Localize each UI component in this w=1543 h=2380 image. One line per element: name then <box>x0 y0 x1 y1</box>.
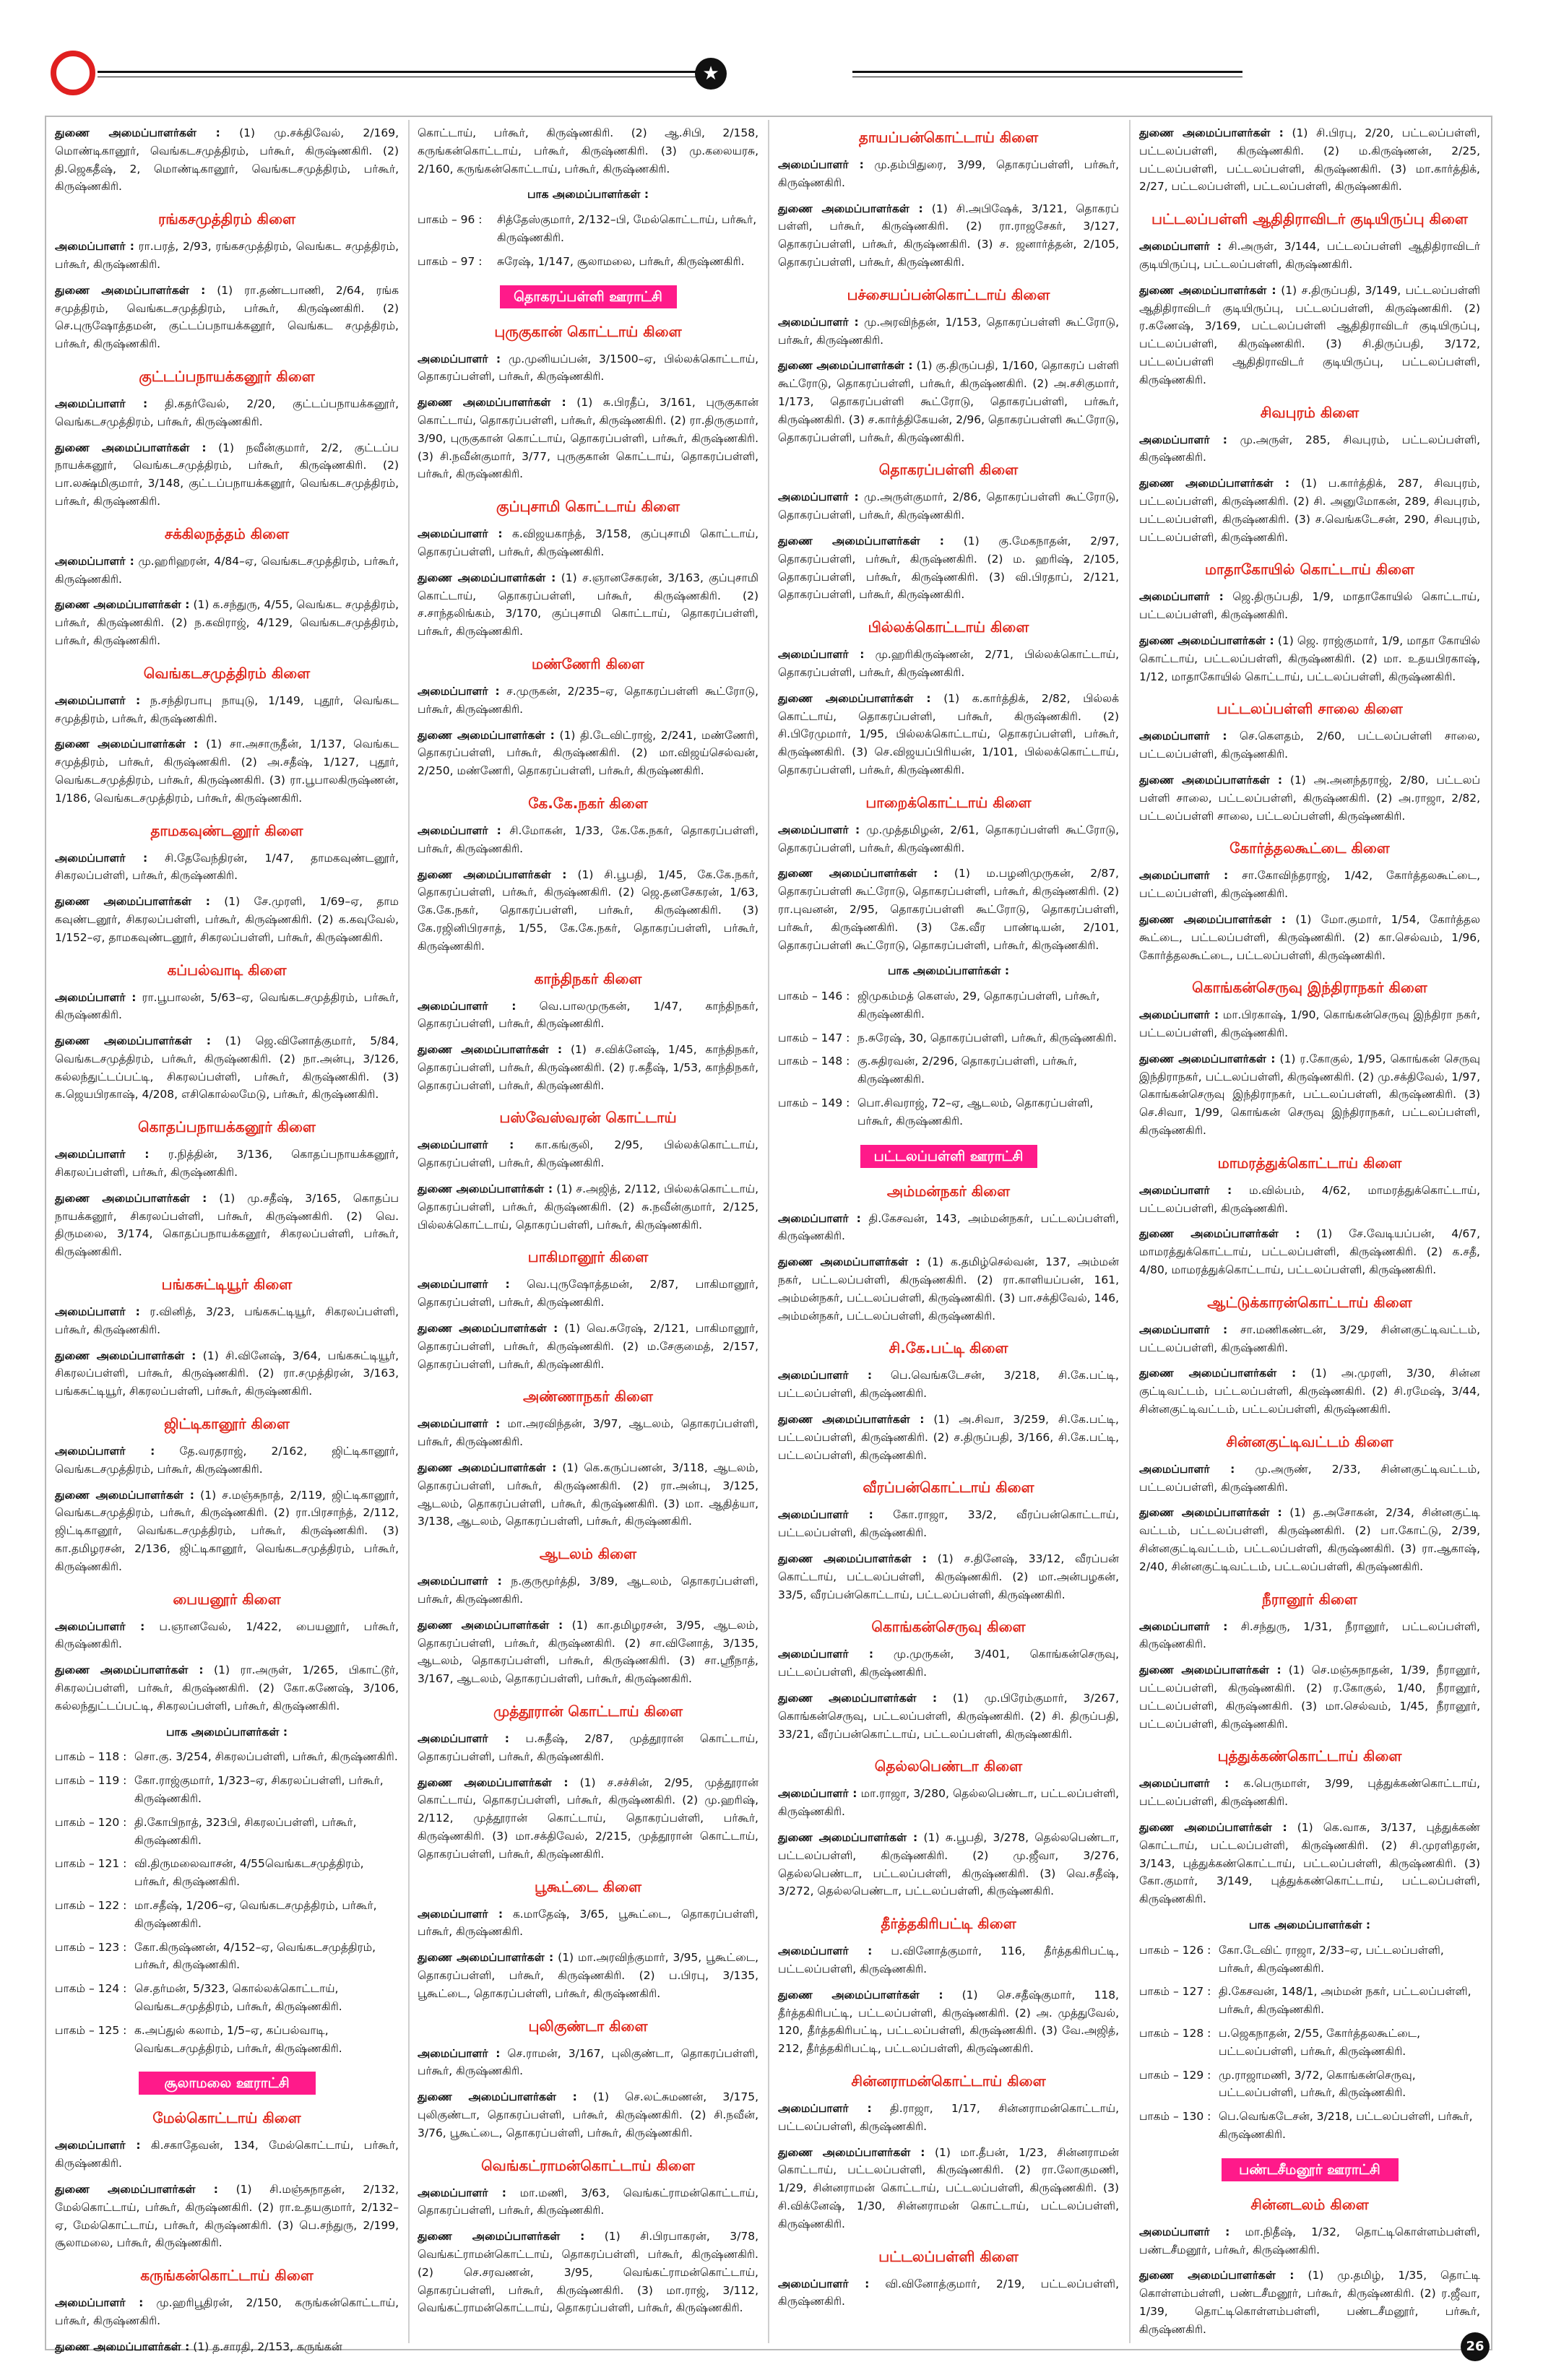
paragraph: துணை அமைப்பாளர்கள் : (1) சே.முரளி, 1/69–ஏ, தாம கவுண்டனூர், சிகரலப்பள்ளி, பர்கூர், கிருஷ்ணகிரி. (2) க.கவுவேல், 1/152–ஏ, தாமகவுண்டனூர், சிகரலப்பள்ளி, பர்கூர், கிருஷ்ணகிரி. <box>55 895 399 944</box>
paragraph: அமைப்பாளர் : மு.அரவிந்தன், 1/153, தொகரப்பள்ளி கூட்ரோடு, பர்கூர், கிருஷ்ணகிரி. <box>778 315 1119 347</box>
paragraph: அமைப்பாளர் : ப.ஞானவேல், 1/422, பையனூர், பர்கூர், கிருஷ்ணகிரி. <box>55 1619 399 1651</box>
paragraph: அமைப்பாளர் : மு.அருண், 2/33, சின்னகுட்டிவட்டம், பட்டலப்பள்ளி, கிருஷ்ணகிரி. <box>1139 1462 1481 1494</box>
panchayat-banner: தொகரப்பள்ளி ஊராட்சி <box>500 285 677 308</box>
paragraph: துணை அமைப்பாளர்கள் : (1) ஜெ.வினோத்குமார், 5/84, வெங்கடசமுத்திரம், பர்கூர், கிருஷ்ணகிரி. (2) நா.அன்பு, 3/126, கல்லந்துட்டப்பட்டி, சிகரலப்பள்ளி, பர்கூர், கிருஷ்ணகிரி. (3) க.ஜெயபிரகாஷ், 4/208, எசிகொல்லமேடு, பர்கூர், கிருஷ்ணகிரி. <box>55 1034 399 1102</box>
paragraph: துணை அமைப்பாளர்கள் : (1) ச.மஞ்சுநாத், 2/119, ஜிட்டிகானூர், வெங்கடசமுத்திரம், பர்கூர், கிருஷ்ணகிரி. (2) ரா.பிரசாந்த், 2/112, ஜிட்டிகானூர், வெங்கடசமுத்திரம், பர்கூர், கிருஷ்ணகிரி. (3) கா.தமிழரசன், 2/136, ஜிட்டிகானூர், வெங்கடசமுத்திரம், பர்கூர், கிருஷ்ணகிரி. <box>55 1488 399 1573</box>
booth-number: பாகம் – 119 : <box>55 1774 127 1788</box>
booth-row <box>778 1052 1119 1089</box>
booth-number: பாகம் – 125 : <box>55 2023 127 2037</box>
paragraph: அமைப்பாளர் : ரா.பூபாலன், 5/63–ஏ, வெங்கடசமுத்திரம், பர்கூர், கிருஷ்ணகிரி. <box>55 990 399 1022</box>
paragraph: அமைப்பாளர் : தி.ராஜா, 1/17, சின்னராமன்கொட்டாய், பட்டலப்பள்ளி, கிருஷ்ணகிரி. <box>778 2101 1119 2133</box>
branch-heading: தாமகவுண்டனூர் கிளை <box>150 821 303 839</box>
paragraph: துணை அமைப்பாளர்கள் : (1) கா.தமிழரசன், 3/95, ஆடலம், தொகரப்பள்ளி, பர்கூர், கிருஷ்ணகிரி. (2) சா.வினோத், 3/135, ஆடலம், தொகரப்பள்ளி, பர்கூர், கிருஷ்ணகிரி. (3) சா.ஸ்ரீநாத், 3/167, ஆடலம், தொகரப்பள்ளி, பர்கூர், கிருஷ்ணகிரி. <box>418 1618 759 1686</box>
paragraph: துணை அமைப்பாளர்கள் : (1) மோ.குமார், 1/54, கோர்த்தல கூட்டை, பட்டலப்பள்ளி, கிருஷ்ணகிரி. (2) கா.செல்வம், 1/96, கோர்த்தலகூட்டை, பட்டலப்பள்ளி, கிருஷ்ணகிரி. <box>1139 912 1480 962</box>
paragraph: துணை அமைப்பாளர்கள் : (1) தி.டேவிட்ராஜ், 2/241, மண்ணேரி, தொகரப்பள்ளி, பர்கூர், கிருஷ்ணகிரி. (2) மா.விஜய்செல்வன், 2/250, மண்ணேரி, தொகரப்பள்ளி, பர்கூர், கிருஷ்ணகிரி. <box>418 728 758 778</box>
paragraph: அமைப்பாளர் : ப.சுதீஷ், 2/87, முத்தூரான் கொட்டாய், தொகரப்பள்ளி, பர்கூர், கிருஷ்ணகிரி. <box>418 1732 758 1763</box>
paragraph: துணை அமைப்பாளர்கள் : (1) கெ.கருப்பணன், 3/118, ஆடலம், தொகரப்பள்ளி, பர்கூர், கிருஷ்ணகிரி. (2) ரா.அன்பு, 3/125, ஆடலம், தொகரப்பள்ளி, பர்கூர், கிருஷ்ணகிரி. (3) மா. ஆதித்யா, 3/138, ஆடலம், தொகரப்பள்ளி, பர்கூர், கிருஷ்ணகிரி. <box>418 1461 759 1528</box>
branch-heading: தொகரப்பள்ளி கிளை <box>878 461 1019 479</box>
paragraph: அமைப்பாளர் : சா.கோவிந்தராஜ், 1/42, கோர்த்தலகூட்டை, பட்டலப்பள்ளி, கிருஷ்ணகிரி. <box>1139 869 1480 901</box>
booth-organizer: ந.சுரேஷ், 30, தொகரப்பள்ளி, பர்கூர், கிருஷ்ணகிரி. <box>857 1031 1118 1044</box>
branch-heading: மேல்கொட்டாய் கிளை <box>152 2109 301 2127</box>
paragraph: துணை அமைப்பாளர்கள் : (1) சி.பிரபு, 2/20, பட்டலப்பள்ளி, பட்டலப்பள்ளி, கிருஷ்ணகிரி. (2) ம.கிருஷ்ணன், 2/25, பட்டலப்பள்ளி, பட்டலப்பள்ளி, கிருஷ்ணகிரி. (3) மா.கார்த்திக், 2/27, பட்டலப்பள்ளி, பட்டலப்பள்ளி, கிருஷ்ணகிரி. <box>1139 126 1480 194</box>
paragraph: துணை அமைப்பாளர்கள் : (1) சா.அசாருதீன், 1/137, வெங்கட சமுத்திரம், பர்கூர், கிருஷ்ணகிரி. (2) அ.சதீஷ், 1/127, புதூர், வெங்கடசமுத்திரம், பர்கூர், கிருஷ்ணகிரி. (3) ரா.பூபாலகிருஷ்ணன், 1/186, வெங்கடசமுத்திரம், பர்கூர், கிருஷ்ணகிரி. <box>55 737 399 805</box>
booth-row <box>1139 1983 1480 2019</box>
branch-heading: கொதப்பநாயக்கனூர் கிளை <box>138 1118 316 1136</box>
booth-organizer: சொ.கு. 3/254, சிகரலப்பள்ளி, பர்கூர், கிருஷ்ணகிரி. <box>134 1750 398 1764</box>
logo-circle-icon <box>51 51 95 95</box>
booth-row <box>418 253 758 271</box>
paragraph: அமைப்பாளர் : பெ.வெங்கடேசன், 3/218, சி.கே.பட்டி, பட்டலப்பள்ளி, கிருஷ்ணகிரி. <box>778 1369 1119 1401</box>
page-number: 26 <box>1461 2332 1490 2361</box>
paragraph: அமைப்பாளர் : மா.மணி, 3/63, வெங்கட்ராமன்கொட்டாய், தொகரப்பள்ளி, பர்கூர், கிருஷ்ணகிரி. <box>418 2186 758 2217</box>
header-rule-left <box>98 71 697 73</box>
booth-list <box>55 1748 399 2057</box>
paragraph: துணை அமைப்பாளர்கள் : (1) மு.பிரேம்குமார், 3/267, கொங்கன்செருவு, பட்டலப்பள்ளி, கிருஷ்ணகிரி. (2) சி. திருப்பதி, 33/21, வீரப்பன்கொட்டாய், பட்டலப்பள்ளி, கிருஷ்ணகிரி. <box>778 1692 1120 1741</box>
booth-row <box>418 211 758 247</box>
booth-row <box>1139 1942 1480 1978</box>
paragraph: அமைப்பாளர் : செ.கௌதம், 2/60, பட்டலப்பள்ளி சாலை, பட்டலப்பள்ளி, கிருஷ்ணகிரி. <box>1139 730 1480 761</box>
paragraph: அமைப்பாளர் : ர.வினித், 3/23, பங்கசுட்டியூர், சிகரலப்பள்ளி, பர்கூர், கிருஷ்ணகிரி. <box>55 1305 399 1336</box>
paragraph: அமைப்பாளர் : கா.கங்குலி, 2/95, பில்லக்கொட்டாய், தொகரப்பள்ளி, பர்கூர், கிருஷ்ணகிரி. <box>418 1138 758 1170</box>
branch-heading: பில்லக்கொட்டாய் கிளை <box>868 618 1029 636</box>
branch-heading: ஜிட்டிகானூர் கிளை <box>164 1415 290 1433</box>
paragraph: அமைப்பாளர் : மு.முனியப்பன், 3/1500–ஏ, பில்லக்கொட்டாய், தொகரப்பள்ளி, பர்கூர், கிருஷ்ணகிரி. <box>418 352 759 384</box>
booth-row <box>778 1029 1119 1047</box>
paragraph: துணை அமைப்பாளர்கள் : (1) ரா.தண்டபாணி, 2/64, ரங்க சமுத்திரம், வெங்கடசமுத்திரம், பர்கூர், கிருஷ்ணகிரி. (2) செ.புருஷோத்தமன், குட்டப்பநாயக்கனூர், வெங்கட சமுத்திரம், பர்கூர், கிருஷ்ணகிரி. <box>55 283 399 351</box>
paragraph: அமைப்பாளர் : ர.நித்தின், 3/136, கொதப்பநாயக்கனூர், சிகரலப்பள்ளி, பர்கூர், கிருஷ்ணகிரி. <box>55 1148 399 1180</box>
booth-organizer: வி.திருமலைவாசன், 4/55வெங்கடசமுத்திரம், பர்கூர், கிருஷ்ணகிரி. <box>134 1857 364 1889</box>
paragraph: துணை அமைப்பாளர்கள் : (1) மு.சக்திவேல், 2/169, மொண்டிகானூர், வெங்கடசமுத்திரம், பர்கூர், கிருஷ்ணகிரி. (2) தி.ஜெகதீஷ், 2, மொண்டிகானூர், வெங்கடசமுத்திரம், பர்கூர், கிருஷ்ணகிரி. <box>55 126 399 194</box>
branch-heading: அம்மன்நகர் கிளை <box>886 1182 1011 1200</box>
booth-organizer: செ.தர்மன், 5/323, கொல்லக்கொட்டாய், வெங்கடசமுத்திரம், பர்கூர், கிருஷ்ணகிரி. <box>134 1982 342 2013</box>
branch-heading: தாயப்பன்கொட்டாய் கிளை <box>858 129 1039 146</box>
column-4 <box>1139 124 1480 2342</box>
branch-heading: பட்டலப்பள்ளி ஆதிதிராவிடர் குடியிருப்பு கிளை <box>1151 210 1468 228</box>
paragraph: அமைப்பாளர் : க.பெருமாள், 3/99, புத்துக்கண்கொட்டாய், பட்டலப்பள்ளி, கிருஷ்ணகிரி. <box>1139 1777 1480 1809</box>
paragraph: அமைப்பாளர் : செ.ராமன், 3/167, புலிகுண்டா, தொகரப்பள்ளி, பர்கூர், கிருஷ்ணகிரி. <box>418 2046 758 2078</box>
paragraph: அமைப்பாளர் : தே.வரதராஜ், 2/162, ஜிட்டிகானூர், வெங்கடசமுத்திரம், பர்கூர், கிருஷ்ணகிரி. <box>55 1445 399 1476</box>
booth-number: பாகம் – 129 : <box>1139 2068 1211 2082</box>
paragraph: அமைப்பாளர் : கி.சகாதேவன், 134, மேல்கொட்டாய், பர்கூர், கிருஷ்ணகிரி. <box>55 2139 399 2171</box>
paragraph: அமைப்பாளர் : மு.ஹரிகிருஷ்ணன், 2/71, பில்லக்கொட்டாய், தொகரப்பள்ளி, பர்கூர், கிருஷ்ணகிரி. <box>778 648 1120 679</box>
booth-number: பாகம் – 126 : <box>1139 1943 1211 1957</box>
booth-organizer: கோ.ராஜ்குமார், 1/323–ஏ, சிகரலப்பள்ளி, பர்கூர், கிருஷ்ணகிரி. <box>134 1774 384 1805</box>
paragraph: அமைப்பாளர் : வெ.பாலமுருகன், 1/47, காந்திநகர், தொகரப்பள்ளி, பர்கூர், கிருஷ்ணகிரி. <box>418 999 758 1031</box>
booth-number: பாகம் – 118 : <box>55 1750 127 1764</box>
paragraph: துணை அமைப்பாளர்கள் : (1) ச.ஞானசேகரன், 3/163, குப்புசாமி கொட்டாய், தொகரப்பள்ளி, பர்கூர், கிருஷ்ணகிரி. (2) ச.சாந்தலிங்கம், 3/170, குப்புசாமி கொட்டாய், தொகரப்பள்ளி, பர்கூர், கிருஷ்ணகிரி. <box>418 571 758 639</box>
paragraph: அமைப்பாளர் : ரா.பரத், 2/93, ரங்கசமுத்திரம், வெங்கட சமுத்திரம், பர்கூர், கிருஷ்ணகிரி. <box>55 240 399 271</box>
booth-number: பாகம் – 146 : <box>778 990 850 1003</box>
paragraph: துணை அமைப்பாளர்கள் : (1) அ.சிவா, 3/259, சி.கே.பட்டி, பட்டலப்பள்ளி, கிருஷ்ணகிரி. (2) ச.திருப்பதி, 3/166, சி.கே.பட்டி, பட்டலப்பள்ளி, கிருஷ்ணகிரி. <box>778 1413 1119 1462</box>
branch-heading: கொங்கன்செருவு கிளை <box>871 1618 1026 1636</box>
paragraph: துணை அமைப்பாளர்கள் : (1) க.கார்த்திக், 2/82, பில்லக் கொட்டாய், தொகரப்பள்ளி, பர்கூர், கிருஷ்ணகிரி. (2) சி.பிரேமுமார், 1/95, பில்லக்கொட்டாய், தொகரப்பள்ளி, பர்கூர், கிருஷ்ணகிரி. (3) செ.விஜயப்பிரியன், 1/101, பில்லக்கொட்டாய், தொகரப்பள்ளி, பர்கூர், கிருஷ்ணகிரி. <box>778 691 1119 776</box>
booth-number: பாகம் – 122 : <box>55 1898 127 1912</box>
paragraph: அமைப்பாளர் : ப.வினோத்குமார், 116, தீர்த்தகிரிபட்டி, பட்டலப்பள்ளி, கிருஷ்ணகிரி. <box>778 1944 1119 1976</box>
paragraph: அமைப்பாளர் : மா.அரவிந்தன், 3/97, ஆடலம், தொகரப்பள்ளி, பர்கூர், கிருஷ்ணகிரி. <box>418 1417 758 1449</box>
paragraph: துணை அமைப்பாளர்கள் : (1) ச.சச்சின், 2/95, முத்தூரான் கொட்டாய், தொகரப்பள்ளி, பர்கூர், கிருஷ்ணகிரி. (2) மு.ஹரிஷ், 2/112, முத்தூரான் கொட்டாய், தொகரப்பள்ளி, பர்கூர், கிருஷ்ணகிரி. (3) மா.சக்திவேல், 2/215, முத்தூரான் கொட்டாய், தொகரப்பள்ளி, பர்கூர், கிருஷ்ணகிரி. <box>418 1775 758 1861</box>
booth-row <box>778 987 1119 1024</box>
section-subheading: பாக அமைப்பாளர்கள் : <box>887 964 1010 978</box>
booth-organizer: க.அப்துல் கலாம், 1/5–ஏ, கப்பல்வாடி, வெங்கடசமுத்திரம், பர்கூர், கிருஷ்ணகிரி. <box>134 2023 342 2055</box>
mascot-icon: ★ <box>695 58 727 90</box>
booth-number: பாகம் – 148 : <box>778 1055 850 1068</box>
paragraph: துணை அமைப்பாளர்கள் : (1) சி.அபிஷேக், 3/121, தொகரப் பள்ளி, பர்கூர், கிருஷ்ணகிரி. (2) ரா.ராஜசேகர், 3/127, தொகரப்பள்ளி, பர்கூர், கிருஷ்ணகிரி. (3) ச. ஜனார்த்தன், 2/105, தொகரப்பள்ளி, பர்கூர், கிருஷ்ணகிரி. <box>778 202 1119 269</box>
booth-organizer: கோ.டேவிட் ராஜா, 2/33–ஏ, பட்டலப்பள்ளி, பர்கூர், கிருஷ்ணகிரி. <box>1219 1943 1444 1975</box>
booth-organizer: ஜிமுகம்மத் கௌஸ், 29, தொகரப்பள்ளி, பர்கூர், கிருஷ்ணகிரி. <box>857 990 1100 1021</box>
booth-organizer: தி.கேசவன், 148/1, அம்மன் நகர், பட்டலப்பள்ளி, பர்கூர், கிருஷ்ணகிரி. <box>1219 1985 1471 2017</box>
paragraph: அமைப்பாளர் : ச.முருகன், 2/235–ஏ, தொகரப்பள்ளி கூட்ரோடு, பர்கூர், கிருஷ்ணகிரி. <box>418 684 758 716</box>
paragraph: துணை அமைப்பாளர்கள் : (1) க.தமிழ்செல்வன், 137, அம்மன் நகர், பட்டலப்பள்ளி, கிருஷ்ணகிரி. (2) ரா.காளியப்பன், 161, அம்மன்நகர், பட்டலப்பள்ளி, கிருஷ்ணகிரி. (3) பா.சக்திவேல், 146, அம்மன்நகர், பட்டலப்பள்ளி, கிருஷ்ணகிரி. <box>778 1255 1119 1323</box>
booth-list <box>418 211 758 270</box>
column-divider <box>408 120 410 2343</box>
branch-heading: பஸ்வேஸ்வரன் கொட்டாய் <box>499 1109 677 1127</box>
paragraph: துணை அமைப்பாளர்கள் : (1) ச.அஜித், 2/112, பில்லக்கொட்டாய், தொகரப்பள்ளி, பர்கூர், கிருஷ்ணகிரி. (2) சு.நவீன்குமார், 2/125, பில்லக்கொட்டாய், தொகரப்பள்ளி, பர்கூர், கிருஷ்ணகிரி. <box>418 1182 759 1232</box>
booth-organizer: தி.கோபிநாத், 323பி, சிகரலப்பள்ளி, பர்கூர், கிருஷ்ணகிரி. <box>134 1815 357 1847</box>
branch-heading: பட்டலப்பள்ளி சாலை கிளை <box>1216 700 1403 718</box>
branch-heading: வீரப்பன்கொட்டாய் கிளை <box>863 1479 1034 1497</box>
paragraph: அமைப்பாளர் : மு.அருள், 285, சிவபுரம், பட்டலப்பள்ளி, கிருஷ்ணகிரி. <box>1139 433 1480 464</box>
panchayat-banner: சூலாமலை ஊராட்சி <box>139 2072 316 2095</box>
branch-heading: பாறைக்கொட்டாய் கிளை <box>865 793 1032 811</box>
branch-heading: சக்கிலநத்தம் கிளை <box>164 524 290 542</box>
column-2 <box>418 124 758 2342</box>
branch-heading: குப்புசாமி கொட்டாய் கிளை <box>496 498 680 516</box>
paragraph: துணை அமைப்பாளர்கள் : (1) அ.அனந்தராஜ், 2/80, பட்டலப் பள்ளி சாலை, பட்டலப்பள்ளி, கிருஷ்ணகிரி. (2) அ.ராஜா, 2/82, பட்டலப்பள்ளி சாலை, பட்டலப்பள்ளி, கிருஷ்ணகிரி. <box>1139 773 1480 823</box>
branch-heading: வெங்கட்ராமன்கொட்டாய் கிளை <box>481 2156 695 2174</box>
booth-organizer: கு.சுதிரவன், 2/296, தொகரப்பள்ளி, பர்கூர், கிருஷ்ணகிரி. <box>857 1055 1078 1086</box>
branch-heading: புருகுகான் கொட்டாய் கிளை <box>494 322 682 340</box>
paragraph: அமைப்பாளர் : ந.சந்திரபாபு நாயுடு, 1/149, புதூர், வெங்கட சமுத்திரம், பர்கூர், கிருஷ்ணகிரி. <box>55 693 399 725</box>
branch-heading: ரங்கசமுத்திரம் கிளை <box>157 210 296 228</box>
branch-heading: நீரானூர் கிளை <box>1262 1590 1357 1608</box>
branch-heading: பாகிமானூர் கிளை <box>527 1248 649 1266</box>
paragraph: அமைப்பாளர் : மு.ஹரிஹரன், 4/84–ஏ, வெங்கடசமுத்திரம், பர்கூர், கிருஷ்ணகிரி. <box>55 554 399 586</box>
paragraph: துணை அமைப்பாளர்கள் : (1) க.சந்துரு, 4/55, வெங்கட சமுத்திரம், பர்கூர், கிருஷ்ணகிரி. (2) ந.கவிராஜ், 4/129, வெங்கடசமுத்திரம், பர்கூர், கிருஷ்ணகிரி. <box>55 598 399 647</box>
branch-heading: சிவபுரம் கிளை <box>1260 403 1360 421</box>
paragraph: கொட்டாய், பர்கூர், கிருஷ்ணகிரி. (2) ஆ.சிபி, 2/158, கருங்கன்கொட்டாய், பர்கூர், கிருஷ்ணகிரி. (3) மு.கலையரசு, 2/160, கருங்கன்கொட்டாய், பர்கூர், கிருஷ்ணகிரி. <box>418 126 758 176</box>
paragraph: துணை அமைப்பாளர்கள் : (1) மா.தீபன், 1/23, சின்னராமன் கொட்டாய், பட்டலப்பள்ளி, கிருஷ்ணகிரி. (2) ரா.லோகுமணி, 1/29, சின்னராமன் கொட்டாய், பட்டலப்பள்ளி, கிருஷ்ணகிரி. (3) சி.விக்னேஷ், 1/30, சின்னராமன் கொட்டாய், பட்டலப்பள்ளி, கிருஷ்ணகிரி. <box>778 2145 1120 2230</box>
paragraph: அமைப்பாளர் : ந.குருமூர்த்தி, 3/89, ஆடலம், தொகரப்பள்ளி, பர்கூர், கிருஷ்ணகிரி. <box>418 1575 758 1606</box>
branch-heading: சின்னடலம் கிளை <box>1250 2195 1369 2213</box>
column-1 <box>55 124 399 2353</box>
paragraph: துணை அமைப்பாளர்கள் : (1) சி.பிரபாகரன், 3/78, வெங்கட்ராமன்கொட்டாய், தொகரப்பள்ளி, பர்கூர், கிருஷ்ணகிரி. (2) செ.சரவணன், 3/95, வெங்கட்ராமன்கொட்டாய், தொகரப்பள்ளி, பர்கூர், கிருஷ்ணகிரி. (3) மா.ராஜ், 3/112, வெங்கட்ராமன்கொட்டாய், தொகரப்பள்ளி, பர்கூர், கிருஷ்ணகிரி. <box>418 2230 758 2315</box>
paragraph: துணை அமைப்பாளர்கள் : (1) ரா.அருள், 1/265, பிகாட்டூர், சிகரலப்பள்ளி, பர்கூர், கிருஷ்ணகிரி. (2) கோ.கணேஷ், 3/106, கல்லந்துட்டப்பட்டி, சிகரலப்பள்ளி, பர்கூர், கிருஷ்ணகிரி. <box>55 1663 399 1713</box>
branch-heading: சின்னகுட்டிவட்டம் கிளை <box>1226 1432 1393 1450</box>
booth-organizer: பொ.சிவராஜ், 72–ஏ, ஆடலம், தொகரப்பள்ளி, பர்கூர், கிருஷ்ணகிரி. <box>857 1096 1094 1128</box>
paragraph: அமைப்பாளர் : மா.ராஜா, 3/280, தெல்லபெண்டா, பட்டலப்பள்ளி, கிருஷ்ணகிரி. <box>778 1787 1120 1819</box>
paragraph: துணை அமைப்பாளர்கள் : (1) மு.தமிழ், 1/35, தொட்டி கொள்ளம்பள்ளி, பண்டசீமனூர், பர்கூர், கிருஷ்ணகிரி. (2) ர.ஜீவா, 1/39, தொட்டிகொள்ளம்பள்ளி, பண்டசீமனூர், பர்கூர், கிருஷ்ணகிரி. <box>1139 2269 1480 2336</box>
paragraph: அமைப்பாளர் : தி.கேசவன், 143, அம்மன்நகர், பட்டலப்பள்ளி, கிருஷ்ணகிரி. <box>778 1211 1119 1243</box>
branch-heading: மாமரத்துக்கொட்டாய் கிளை <box>1217 1154 1402 1172</box>
branch-heading: பங்கசுட்டியூர் கிளை <box>161 1276 293 1294</box>
booth-row <box>55 1980 399 2016</box>
booth-organizer: மா.சதீஷ், 1/206–ஏ, வெங்கடசமுத்திரம், பர்கூர், கிருஷ்ணகிரி. <box>134 1898 377 1930</box>
paragraph: அமைப்பாளர் : மு.முத்தமிழன், 2/61, தொகரப்பள்ளி கூட்ரோடு, தொகரப்பள்ளி, பர்கூர், கிருஷ்ணகிரி. <box>778 823 1119 854</box>
booth-organizer: சுரேஷ், 1/147, சூலாமலை, பர்கூர், கிருஷ்ணகிரி. <box>497 254 745 268</box>
branch-heading: ஆட்டுக்காரன்கொட்டாய் கிளை <box>1207 1293 1412 1311</box>
header-rule-right <box>852 71 1242 73</box>
branch-heading: பையனூர் கிளை <box>173 1590 281 1608</box>
paragraph: துணை அமைப்பாளர்கள் : (1) சி.மஞ்சுநாதன், 2/132, மேல்கொட்டாய், பர்கூர், கிருஷ்ணகிரி. (2) ரா.உதயகுமார், 2/132–ஏ, மேல்கொட்டாய், பர்கூர், கிருஷ்ணகிரி. (3) பெ.சந்துரு, 2/199, சூலாமலை, பர்கூர், கிருஷ்ணகிரி. <box>55 2182 399 2250</box>
paragraph: துணை அமைப்பாளர்கள் : (1) ப.கார்த்திக், 287, சிவபுரம், பட்டலப்பள்ளி, கிருஷ்ணகிரி. (2) சி. அனுமோகன், 289, சிவபுரம், பட்டலப்பள்ளி, கிருஷ்ணகிரி. (3) ச.வெங்கடேசன், 290, சிவபுரம், பட்டலப்பள்ளி, கிருஷ்ணகிரி. <box>1139 477 1480 544</box>
paragraph: அமைப்பாளர் : மு.அருள்குமார், 2/86, தொகரப்பள்ளி கூட்ரோடு, தொகரப்பள்ளி, பர்கூர், கிருஷ்ணகிரி. <box>778 490 1119 522</box>
booth-number: பாகம் – 128 : <box>1139 2026 1211 2040</box>
booth-number: பாகம் – 121 : <box>55 1857 127 1871</box>
paragraph: துணை அமைப்பாளர்கள் : (1) த.சாரதி, 2/153, கருங்கன் <box>55 2340 342 2353</box>
branch-heading: சின்னராமன்கொட்டாய் கிளை <box>851 2072 1046 2090</box>
paragraph: அமைப்பாளர் : தி.கதர்வேல், 2/20, குட்டப்பநாயக்கனூர், வெங்கடசமுத்திரம், பர்கூர், கிருஷ்ணகிரி. <box>55 397 399 428</box>
branch-heading: கப்பல்வாடி கிளை <box>167 961 287 979</box>
section-subheading: பாக அமைப்பாளர்கள் : <box>1248 1918 1371 1931</box>
paragraph: துணை அமைப்பாளர்கள் : (1) த.அசோகன், 2/34, சின்னகுட்டி வட்டம், பட்டலப்பள்ளி, கிருஷ்ணகிரி. (2) பா.கோட்டு, 2/39, சின்னகுட்டிவட்டம், பட்டலப்பள்ளி, கிருஷ்ணகிரி. (3) ரா.ஆகாஷ், 2/40, சின்னகுட்டிவட்டம், பட்டலப்பள்ளி, கிருஷ்ணகிரி. <box>1139 1506 1480 1573</box>
panchayat-banner: பட்டலப்பள்ளி ஊராட்சி <box>860 1145 1037 1168</box>
paragraph: துணை அமைப்பாளர்கள் : (1) செ.சதீஷ்குமார், 118, தீர்த்தகிரிபட்டி, பட்டலப்பள்ளி, கிருஷ்ணகிரி. (2) அ. முத்துவேல், 120, தீர்த்தகிரிபட்டி, பட்டலப்பள்ளி, கிருஷ்ணகிரி. (3) வே.அஜித், 212, தீர்த்தகிரிபட்டி, பட்டலப்பள்ளி, கிருஷ்ணகிரி. <box>778 1988 1119 2056</box>
booth-list <box>778 987 1119 1130</box>
booth-list <box>1139 1942 1480 2144</box>
booth-number: பாகம் – 127 : <box>1139 1985 1211 1999</box>
section-subheading: பாக அமைப்பாளர்கள் : <box>165 1725 288 1739</box>
paragraph: துணை அமைப்பாளர்கள் : (1) நவீன்குமார், 2/2, குட்டப்ப நாயக்கனூர், வெங்கடசமுத்திரம், பர்கூர், கிருஷ்ணகிரி. (2) பா.லக்ஷ்மிகுமார், 3/148, குட்டப்பநாயக்கனூர், வெங்கடசமுத்திரம், பர்கூர், கிருஷ்ணகிரி. <box>55 441 399 508</box>
booth-organizer: பெ.வெங்கடேசன், 3/218, பட்டலப்பள்ளி, பர்கூர், கிருஷ்ணகிரி. <box>1219 2110 1473 2141</box>
branch-heading: மாதாகோயில் கொட்டாய் கிளை <box>1204 561 1415 579</box>
branch-heading: பட்டலப்பள்ளி கிளை <box>878 2247 1019 2265</box>
booth-number: பாகம் – 120 : <box>55 1815 127 1829</box>
panchayat-banner: பண்டசீமனூர் ஊராட்சி <box>1222 2158 1399 2181</box>
paragraph: அமைப்பாளர் : சி.அருள், 3/144, பட்டலப்பள்ளி ஆதிதிராவிடர் குடியிருப்பு, பட்டலப்பள்ளி, கிருஷ்ணகிரி. <box>1139 240 1480 271</box>
paragraph: துணை அமைப்பாளர்கள் : (1) மா.அரவிந்குமார், 3/95, பூகூட்டை, தொகரப்பள்ளி, பர்கூர், கிருஷ்ணகிரி. (2) ப.பிரபு, 3/135, பூகூட்டை, தொகரப்பள்ளி, பர்கூர், கிருஷ்ணகிரி. <box>418 1951 758 2000</box>
paragraph: அமைப்பாளர் : வி.வினோத்குமார், 2/19, பட்டலப்பள்ளி, கிருஷ்ணகிரி. <box>778 2277 1119 2308</box>
booth-row <box>55 1855 399 1891</box>
column-3 <box>778 124 1119 2342</box>
booth-number: பாகம் – 130 : <box>1139 2110 1211 2124</box>
booth-number: பாகம் – 96 : <box>418 213 483 227</box>
booth-number: பாகம் – 149 : <box>778 1096 850 1110</box>
paragraph: அமைப்பாளர் : க.விஜயகாந்த், 3/158, குப்புசாமி கொட்டாய், தொகரப்பள்ளி, பர்கூர், கிருஷ்ணகிரி. <box>418 527 758 558</box>
branch-heading: கோர்த்தலகூட்டை கிளை <box>1229 839 1390 857</box>
paragraph: துணை அமைப்பாளர்கள் : (1) அ.முரளி, 3/30, சின்ன குட்டிவட்டம், பட்டலப்பள்ளி, கிருஷ்ணகிரி. (2) சி.ரமேஷ், 3/44, சின்னகுட்டிவட்டம், பட்டலப்பள்ளி, கிருஷ்ணகிரி. <box>1139 1367 1480 1416</box>
paragraph: துணை அமைப்பாளர்கள் : (1) ம.பழனிமுருகன், 2/87, தொகரப்பள்ளி கூட்ரோடு, தொகரப்பள்ளி, பர்கூர், கிருஷ்ணகிரி. (2) ரா.புவனன், 2/95, தொகரப்பள்ளி கூட்ரோடு, தொகரப்பள்ளி, பர்கூர், கிருஷ்ணகிரி. (3) கே.வீர பாண்டியன், 2/101, தொகரப்பள்ளி கூட்ரோடு, தொகரப்பள்ளி, பர்கூர், கிருஷ்ணகிரி. <box>778 867 1119 952</box>
branch-heading: பச்சையப்பன்கொட்டாய் கிளை <box>847 285 1050 303</box>
paragraph: துணை அமைப்பாளர்கள் : (1) ர.கோகுல், 1/95, கொங்கன் செருவு இந்திராநகர், பட்டலப்பள்ளி, கிருஷ்ணகிரி. (2) மு.சக்திவேல், 1/97, கொங்கன்செருவு இந்திராநகர், பட்டலப்பள்ளி, கிருஷ்ணகிரி. (3) செ.சிவா, 1/99, கொங்கன் செருவு இந்திராநகர், பட்டலப்பள்ளி, கிருஷ்ணகிரி. <box>1139 1052 1481 1138</box>
paragraph: துணை அமைப்பாளர்கள் : (1) ச.தினேஷ், 33/12, வீரப்பன் கொட்டாய், பட்டலப்பள்ளி, கிருஷ்ணகிரி. (2) மா.அன்பழகன், 33/5, வீரப்பன்கொட்டாய், பட்டலப்பள்ளி, கிருஷ்ணகிரி. <box>778 1552 1120 1601</box>
booth-row <box>55 1814 399 1850</box>
booth-row <box>55 1772 399 1808</box>
section-subheading: பாக அமைப்பாளர்கள் : <box>527 188 649 202</box>
paragraph: துணை அமைப்பாளர்கள் : (1) செ.லட்சுமணன், 3/175, புலிகுண்டா, தொகரப்பள்ளி, பர்கூர், கிருஷ்ணகிரி. (2) சி.நவீன், 3/76, பூகூட்டை, தொகரப்பள்ளி, பர்கூர், கிருஷ்ணகிரி. <box>418 2090 759 2139</box>
paragraph: அமைப்பாளர் : கோ.ராஜா, 33/2, வீரப்பன்கொட்டாய், பட்டலப்பள்ளி, கிருஷ்ணகிரி. <box>778 1508 1119 1540</box>
booth-number: பாகம் – 124 : <box>55 1982 127 1996</box>
paragraph: அமைப்பாளர் : மா.நிதீஷ், 1/32, தொட்டிகொள்ளம்பள்ளி, பண்டசீமனூர், பர்கூர், கிருஷ்ணகிரி. <box>1139 2225 1480 2256</box>
booth-row <box>1139 2108 1480 2144</box>
paragraph: அமைப்பாளர் : மு.முருகன், 3/401, கொங்கன்செருவு, பட்டலப்பள்ளி, கிருஷ்ணகிரி. <box>778 1648 1119 1679</box>
paragraph: அமைப்பாளர் : மு.ஹரிபூதிரன், 2/150, கருங்கன்கொட்டாய், பர்கூர், கிருஷ்ணகிரி. <box>55 2296 399 2327</box>
paragraph: துணை அமைப்பாளர்கள் : (1) ச.விக்னேஷ், 1/45, காந்திநகர், தொகரப்பள்ளி, பர்கூர், கிருஷ்ணகிரி. (2) ர.கதீஷ், 1/53, காந்திநகர், தொகரப்பள்ளி, பர்கூர், கிருஷ்ணகிரி. <box>418 1043 758 1092</box>
branch-heading: வெங்கடசமுத்திரம் கிளை <box>143 664 311 682</box>
branch-heading: கருங்கன்கொட்டாய் கிளை <box>140 2267 314 2285</box>
paragraph: துணை அமைப்பாளர்கள் : (1) மு.சதீஷ், 3/165, கொதப்ப நாயக்கனூர், சிகரலப்பள்ளி, பர்கூர், கிருஷ்ணகிரி. (2) வெ. திருமலை, 3/174, கொதப்பநாயக்கனூர், சிகரலப்பள்ளி, பர்கூர், கிருஷ்ணகிரி. <box>55 1191 399 1259</box>
paragraph: அமைப்பாளர் : ஜெ.திருப்பதி, 1/9, மாதாகோயில் கொட்டாய், பட்டலப்பள்ளி, கிருஷ்ணகிரி. <box>1139 590 1480 622</box>
paragraph: துணை அமைப்பாளர்கள் : (1) சே.வேடியப்பன், 4/67, மாமரத்துக்கொட்டாய், பட்டலப்பள்ளி, கிருஷ்ணகிரி. (2) க.சதீ, 4/80, மாமரத்துக்கொட்டாய், பட்டலப்பள்ளி, கிருஷ்ணகிரி. <box>1139 1227 1481 1277</box>
paragraph: துணை அமைப்பாளர்கள் : (1) சி.பூபதி, 1/45, கே.கே.நகர், தொகரப்பள்ளி, பர்கூர், கிருஷ்ணகிரி. (2) ஜெ.தனசேகரன், 1/63, கே.கே.நகர், தொகரப்பள்ளி, பர்கூர், கிருஷ்ணகிரி. (3) கே.ரஜினிபிரசாத், 1/55, கே.கே.நகர், தொகரப்பள்ளி, பர்கூர், கிருஷ்ணகிரி. <box>418 867 759 953</box>
branch-heading: தெல்லபெண்டா கிளை <box>874 1757 1023 1775</box>
branch-heading: ஆடலம் கிளை <box>539 1545 637 1563</box>
booth-organizer: ப.ஜெகநாதன், 2/55, கோர்த்தலகூட்டை, பட்டலப்பள்ளி, பர்கூர், கிருஷ்ணகிரி. <box>1219 2026 1421 2058</box>
paragraph: அமைப்பாளர் : சி.சந்துரு, 1/31, நீரானூர், பட்டலப்பள்ளி, கிருஷ்ணகிரி. <box>1139 1619 1480 1651</box>
paragraph: அமைப்பாளர் : சி.தேவேந்திரன், 1/47, தாமகவுண்டனூர், சிகரலப்பள்ளி, பர்கூர், கிருஷ்ணகிரி. <box>55 851 399 883</box>
booth-row <box>55 1897 399 1933</box>
branch-heading: புலிகுண்டா கிளை <box>528 2017 648 2035</box>
paragraph: அமைப்பாளர் : வெ.புருஷோத்தமன், 2/87, பாகிமானூர், தொகரப்பள்ளி, பர்கூர், கிருஷ்ணகிரி. <box>418 1278 758 1310</box>
booth-number: பாகம் – 147 : <box>778 1031 850 1044</box>
branch-heading: மண்ணேரி கிளை <box>532 654 644 672</box>
branch-heading: புத்துக்கண்கொட்டாய் கிளை <box>1217 1747 1402 1765</box>
booth-organizer: மு.ராஜாமணி, 3/72, கொங்கன்செருவு, பட்டலப்பள்ளி, பர்கூர், கிருஷ்ணகிரி. <box>1219 2068 1416 2100</box>
paragraph: அமைப்பாளர் : ம.வில்பம், 4/62, மாமரத்துக்கொட்டாய், பட்டலப்பள்ளி, கிருஷ்ணகிரி. <box>1139 1183 1480 1215</box>
paragraph: துணை அமைப்பாளர்கள் : (1) சி.வினேஷ், 3/64, பங்கசுட்டியூர், சிகரலப்பள்ளி, பர்கூர், கிருஷ்ணகிரி. (2) ரா.சமுத்திரன், 3/163, பங்கசுட்டியூர், சிகரலப்பள்ளி, பர்கூர், கிருஷ்ணகிரி. <box>55 1349 399 1398</box>
booth-number: பாகம் – 123 : <box>55 1940 127 1954</box>
paragraph: துணை அமைப்பாளர்கள் : (1) வெ.சுரேஷ், 2/121, பாகிமானூர், தொகரப்பள்ளி, பர்கூர், கிருஷ்ணகிரி. (2) ம.சேகுமைத், 2/157, தொகரப்பள்ளி, பர்கூர், கிருஷ்ணகிரி. <box>418 1322 758 1371</box>
paragraph: அமைப்பாளர் : மு.தம்பிதுரை, 3/99, தொகரப்பள்ளி, பர்கூர், கிருஷ்ணகிரி. <box>778 158 1119 189</box>
paragraph: அமைப்பாளர் : சா.மணிகண்டன், 3/29, சின்னகுட்டிவட்டம், பட்டலப்பள்ளி, கிருஷ்ணகிரி. <box>1139 1323 1481 1354</box>
branch-heading: கே.கே.நகர் கிளை <box>528 794 648 812</box>
paragraph: துணை அமைப்பாளர்கள் : (1) ஜெ. ராஜ்குமார், 1/9, மாதா கோயில் கொட்டாய், பட்டலப்பள்ளி, கிருஷ்ணகிரி. (2) மா. உதயபிரகாஷ், 1/12, மாதாகோயில் கொட்டாய், பட்டலப்பள்ளி, கிருஷ்ணகிரி. <box>1139 633 1480 683</box>
paragraph: துணை அமைப்பாளர்கள் : (1) சு.பிரதீப், 3/161, புருகுகான் கொட்டாய், தொகரப்பள்ளி, பர்கூர், கிருஷ்ணகிரி. (2) ரா.திருகுமார், 3/90, புருகுகான் கொட்டாய், தொகரப்பள்ளி, பர்கூர், கிருஷ்ணகிரி. (3) சி.நவீன்குமார், 3/77, புருகுகான் கொட்டாய், தொகரப்பள்ளி, பர்கூர், கிருஷ்ணகிரி. <box>418 396 758 481</box>
booth-organizer: கோ.கிருஷ்ணன், 4/152–ஏ, வெங்கடசமுத்திரம், பர்கூர், கிருஷ்ணகிரி. <box>134 1940 376 1972</box>
booth-row <box>1139 2067 1480 2103</box>
paragraph: அமைப்பாளர் : க.மாதேஷ், 3/65, பூகூட்டை, தொகரப்பள்ளி, பர்கூர், கிருஷ்ணகிரி. <box>418 1907 758 1939</box>
column-divider <box>1129 120 1131 2343</box>
branch-heading: காந்திநகர் கிளை <box>534 969 642 987</box>
branch-heading: பூகூட்டை கிளை <box>534 1877 642 1895</box>
booth-number: பாகம் – 97 : <box>418 254 483 268</box>
branch-heading: சி.கே.பட்டி கிளை <box>889 1339 1008 1357</box>
paragraph: அமைப்பாளர் : சி.மோகன், 1/33, கே.கே.நகர், தொகரப்பள்ளி, பர்கூர், கிருஷ்ணகிரி. <box>418 823 758 855</box>
branch-heading: தீர்த்தகிரிபட்டி கிளை <box>881 1915 1016 1933</box>
branch-heading: கொங்கன்செருவு இந்திராநகர் கிளை <box>1192 979 1427 997</box>
branch-heading: முத்தூரான் கொட்டாய் கிளை <box>493 1702 683 1721</box>
booth-organizer: சித்தேஸ்குமார், 2/132–பி, மேல்கொட்டாய், பர்கூர், கிருஷ்ணகிரி. <box>497 213 757 244</box>
booth-row <box>778 1094 1119 1130</box>
paragraph: துணை அமைப்பாளர்கள் : (1) சு.பூபதி, 3/278, தெல்லபெண்டா, பட்டலப்பள்ளி, கிருஷ்ணகிரி. (2) மு.ஜீவா, 3/276, தெல்லபெண்டா, பட்டலப்பள்ளி, கிருஷ்ணகிரி. (3) வெ.சதீஷ், 3/272, தெல்லபெண்டா, பட்டலப்பள்ளி, கிருஷ்ணகிரி. <box>778 1831 1119 1898</box>
paragraph: துணை அமைப்பாளர்கள் : (1) செ.மஞ்சுநாதன், 1/39, நீரானூர், பட்டலப்பள்ளி, கிருஷ்ணகிரி. (2) ர.கோகுல், 1/40, நீரானூர், பட்டலப்பள்ளி, கிருஷ்ணகிரி. (3) மா.செல்வம், 1/45, நீரானூர், பட்டலப்பள்ளி, கிருஷ்ணகிரி. <box>1139 1663 1480 1731</box>
paragraph: துணை அமைப்பாளர்கள் : (1) கு.திருப்பதி, 1/160, தொகரப் பள்ளி கூட்ரோடு, தொகரப்பள்ளி, பர்கூர், கிருஷ்ணகிரி. (2) அ.சசிகுமார், 1/173, தொகரப்பள்ளி கூட்ரோடு, தொகரப்பள்ளி, பர்கூர், கிருஷ்ணகிரி. (3) ச.கார்த்திகேயன், 2/96, தொகரப்பள்ளி கூட்ரோடு, தொகரப்பள்ளி, பர்கூர், கிருஷ்ணகிரி. <box>778 359 1119 444</box>
paragraph: அமைப்பாளர் : மா.பிரகாஷ், 1/90, கொங்கன்செருவு இந்திரா நகர், பட்டலப்பள்ளி, கிருஷ்ணகிரி. <box>1139 1008 1480 1040</box>
booth-row <box>1139 2025 1480 2061</box>
paragraph: துணை அமைப்பாளர்கள் : (1) ச.திருப்பதி, 3/149, பட்டலப்பள்ளி ஆதிதிராவிடர் குடியிருப்பு, பட்டலப்பள்ளி, கிருஷ்ணகிரி. (2) ர.கணேஷ், 3/169, பட்டலப்பள்ளி ஆதிதிராவிடர் குடியிருப்பு, பட்டலப்பள்ளி, கிருஷ்ணகிரி. (3) சி.திருப்பதி, 3/172, பட்டலப்பள்ளி ஆதிதிராவிடர் குடியிருப்பு, பட்டலப்பள்ளி, கிருஷ்ணகிரி. <box>1139 283 1481 386</box>
branch-heading: குட்டப்பநாயக்கனூர் கிளை <box>139 367 315 385</box>
branch-heading: அண்ணாநகர் கிளை <box>523 1388 653 1406</box>
column-divider <box>768 120 769 2343</box>
page-header <box>0 0 1543 116</box>
booth-row <box>55 1939 399 1975</box>
booth-row <box>55 2022 399 2058</box>
paragraph: துணை அமைப்பாளர்கள் : (1) கெ.வாசு, 3/137, புத்துக்கண் கொட்டாய், பட்டலப்பள்ளி, கிருஷ்ணகிரி. (2) சி.முரளிதரன், 3/143, புத்துக்கண்கொட்டாய், பட்டலப்பள்ளி, கிருஷ்ணகிரி. (3) கோ.குமார், 3/149, புத்துக்கண்கொட்டாய், பட்டலப்பள்ளி, கிருஷ்ணகிரி. <box>1139 1821 1480 1906</box>
paragraph: துணை அமைப்பாளர்கள் : (1) கு.மேகநாதன், 2/97, தொகரப்பள்ளி, பர்கூர், கிருஷ்ணகிரி. (2) ம. ஹரிஷ், 2/105, தொகரப்பள்ளி, பர்கூர், கிருஷ்ணகிரி. (3) வி.பிரதாப், 2/121, தொகரப்பள்ளி, பர்கூர், கிருஷ்ணகிரி. <box>778 534 1120 602</box>
booth-row <box>55 1748 399 1766</box>
